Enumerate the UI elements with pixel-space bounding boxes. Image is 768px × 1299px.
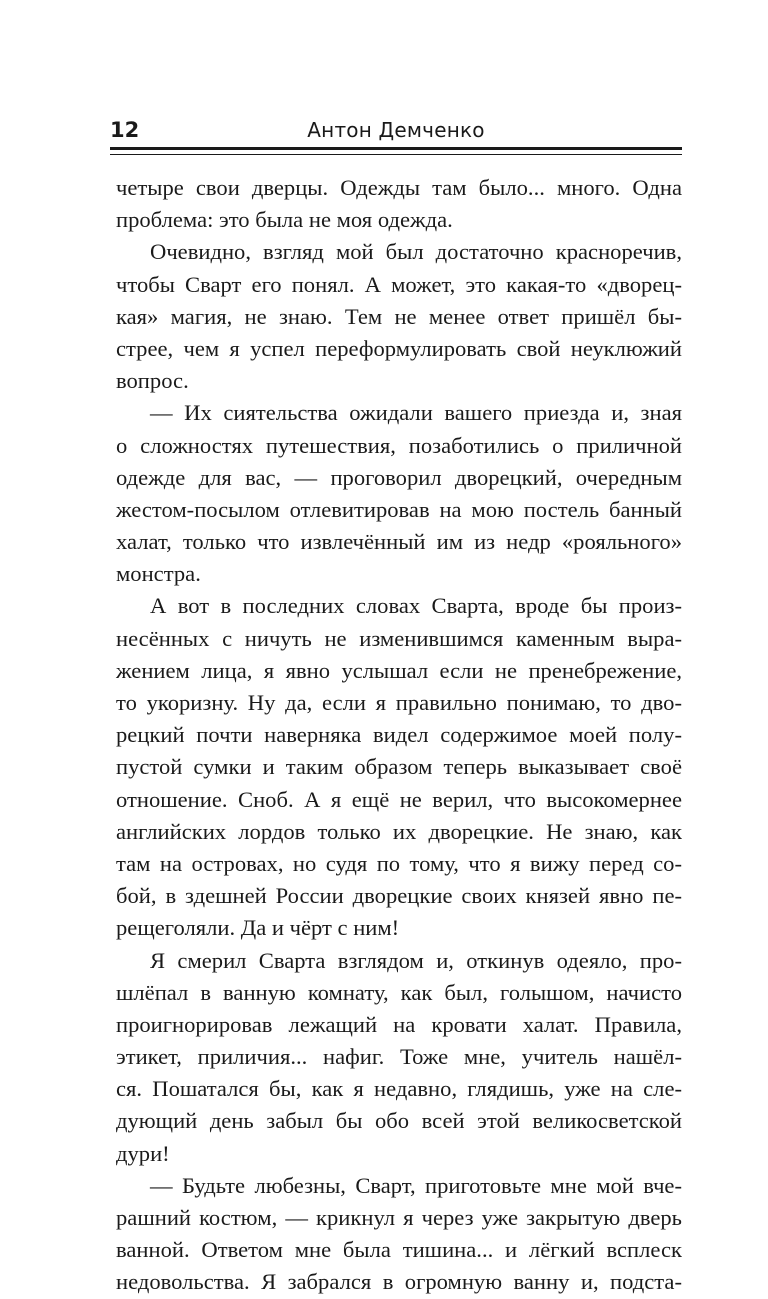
text-line: халат, только что извлечённый им из недр «рояльного» [116,529,682,555]
body-text [116,172,682,1299]
text-line: дующий день забыл бы обо всей этой великосветской [116,1108,682,1134]
running-header [110,112,682,152]
page-number: 12 [110,118,140,142]
text-line: этикет, приличия... нафиг. Тоже мне, учитель нашёл- [116,1044,682,1070]
text-line: шлёпал в ванную комнату, как был, голышом, начисто [116,979,682,1005]
text-line: жестом-посылом отлевитировав на мою постель банный [116,496,682,522]
text-line: ванной. Ответом мне была тишина... и лёгкий всплеск [116,1237,682,1263]
text-line: рашний костюм, — крикнул я через уже закрытую дверь [116,1205,682,1230]
text-line: рецкий почти наверняка видел содержимое моей полу- [116,722,682,748]
text-line: несённых с ничуть не изменившимся каменным выра- [116,625,682,651]
text-line: жением лица, я явно услышал если не пренебрежение, [116,657,682,683]
text-line: английских лордов только их дворецкие. Не знаю, как [116,818,682,844]
header-rule-thick [110,147,682,150]
text-line: отношение. Сноб. А я ещё не верил, что высокомернее [116,786,682,812]
header-rule-thin [110,154,682,155]
text-line: Очевидно, взгляд мой был достаточно красноречив, [150,239,682,265]
text-line: — Будьте любезны, Сварт, приготовьте мне мой вче- [150,1172,682,1198]
text-line: дури! [116,1140,170,1166]
text-line: пустой сумки и таким образом теперь выказывает своё [116,754,682,780]
text-line: то укоризну. Ну да, если я правильно понимаю, то дво- [116,690,682,715]
text-line: чтобы Сварт его понял. А может, это какая-то «дворец- [116,271,682,297]
text-line: рещеголяли. Да и чёрт с ним! [116,915,400,941]
text-line: стрее, чем я успел переформулировать свой неуклюжий [116,335,682,361]
text-line: Я смерил Сварта взглядом и, откинув одеяло, про- [150,947,682,973]
text-line: недовольства. Я забрался в огромную ванну и, подста- [116,1269,682,1295]
running-head-author: Антон Демченко [307,118,485,142]
text-line: там на островах, но судя по тому, что я вижу перед со- [116,850,682,876]
text-line: проигнорировав лежащий на кровати халат. Правила, [116,1011,682,1037]
text-line: бой, в здешней России дворецкие своих князей явно пе- [116,883,682,909]
text-line: кая» магия, не знаю. Тем не менее ответ пришёл бы- [116,303,682,329]
text-line: четыре свои дверцы. Одежды там было... много. Одна [116,175,682,200]
text-line: о сложностях путешествия, позаботились о приличной [116,432,682,458]
text-line: монстра. [116,561,201,587]
text-line: — Их сиятельства ожидали вашего приезда и, зная [150,400,682,426]
text-line: А вот в последних словах Сварта, вроде бы произ- [150,593,682,619]
text-line: одежде для вас, — проговорил дворецкий, очередным [116,464,682,490]
text-line: проблема: это была не моя одежда. [116,207,453,233]
text-line: вопрос. [116,368,189,394]
text-line: ся. Пошатался бы, как я недавно, глядишь, уже на сле- [116,1076,682,1102]
